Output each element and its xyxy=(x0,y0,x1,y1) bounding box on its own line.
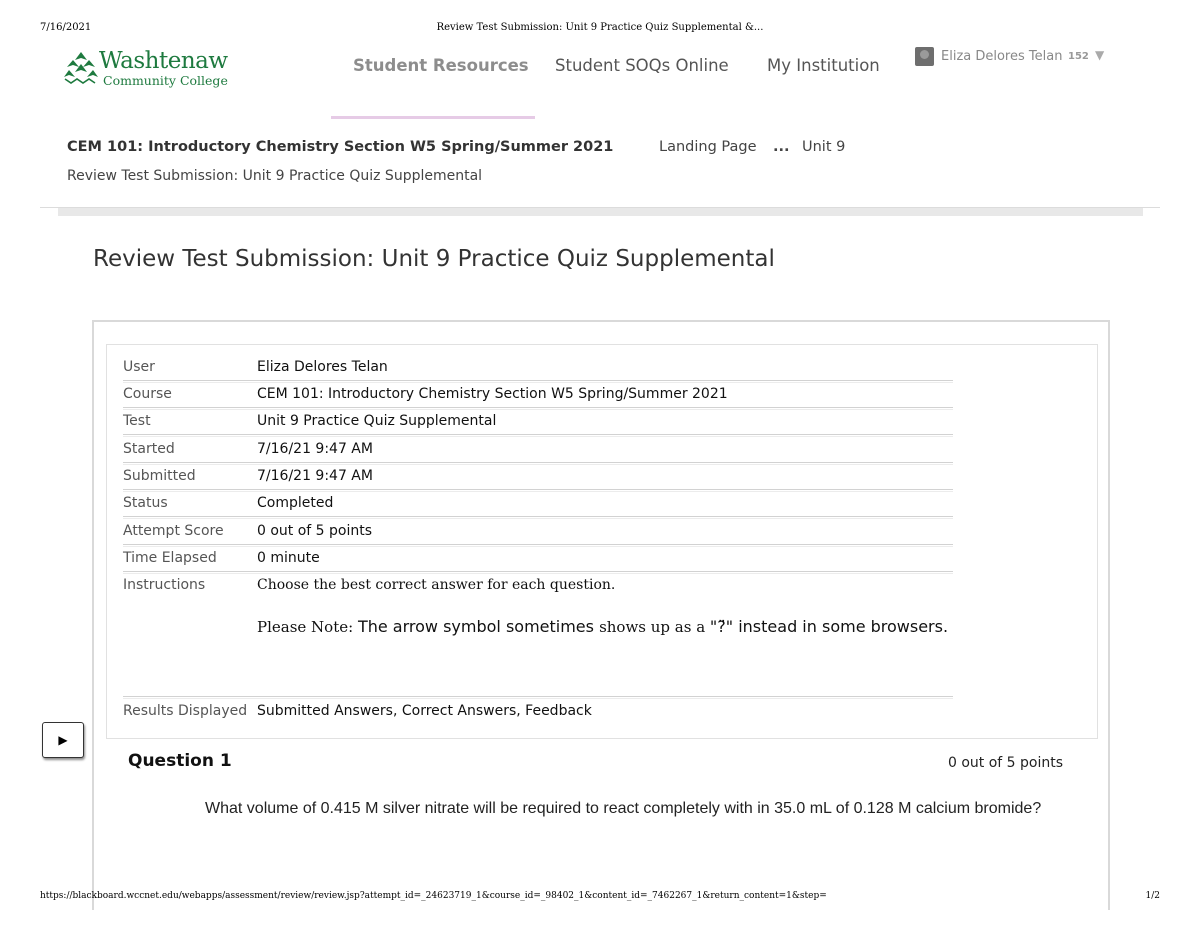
detail-value: Choose the best correct answer for each question. xyxy=(257,577,616,593)
leaf-emblem-icon xyxy=(63,50,99,86)
logo-subtitle: Community College xyxy=(103,73,228,88)
detail-label: Submitted xyxy=(123,468,196,484)
play-icon: ▶ xyxy=(58,733,68,747)
note-part-2: The arrow symbol sometimes xyxy=(357,617,600,636)
row-divider xyxy=(123,489,953,492)
row-divider xyxy=(123,696,953,699)
row-divider xyxy=(123,434,953,437)
nav-student-resources[interactable]: Student Resources xyxy=(353,56,529,75)
college-logo[interactable] xyxy=(63,50,233,92)
detail-label: Test xyxy=(123,413,151,429)
detail-label: User xyxy=(123,359,155,375)
user-name: Eliza Delores Telan xyxy=(941,49,1063,64)
question-text: What volume of 0.415 M silver nitrate will be required to react completely with in 35.0 mL of 0.128 M calcium bromide? xyxy=(205,800,1042,817)
breadcrumb-current-page: Review Test Submission: Unit 9 Practice Quiz Supplemental xyxy=(67,168,483,184)
print-footer xyxy=(40,891,1160,905)
detail-label: Attempt Score xyxy=(123,523,224,539)
row-divider xyxy=(123,380,953,383)
play-button[interactable] xyxy=(42,722,84,758)
detail-label: Time Elapsed xyxy=(123,550,217,566)
breadcrumb-unit-9[interactable]: Unit 9 xyxy=(802,139,846,155)
detail-value: 0 out of 5 points xyxy=(257,523,373,539)
row-divider xyxy=(123,571,953,574)
print-header xyxy=(40,22,1160,36)
detail-value: Unit 9 Practice Quiz Supplemental xyxy=(257,413,497,429)
active-tab-indicator xyxy=(331,116,535,119)
detail-value: Completed xyxy=(257,495,334,511)
note-part-1: Please Note: xyxy=(257,618,358,636)
detail-label: Status xyxy=(123,495,168,511)
detail-value: Eliza Delores Telan xyxy=(257,359,388,375)
page-title: Review Test Submission: Unit 9 Practice Quiz Supplemental xyxy=(93,246,775,272)
print-title: Review Test Submission: Unit 9 Practice Quiz Supplemental &... xyxy=(436,22,764,33)
detail-label: Started xyxy=(123,441,175,457)
breadcrumb-landing-page[interactable]: Landing Page xyxy=(659,139,757,155)
row-divider xyxy=(123,544,953,547)
note-part-3: shows up as a xyxy=(599,618,710,636)
row-divider xyxy=(123,407,953,410)
chevron-down-icon[interactable]: ▼ xyxy=(1095,48,1105,62)
submission-details-box xyxy=(106,344,1098,739)
breadcrumb-ellipsis[interactable]: ... xyxy=(773,139,790,155)
question-points: 0 out of 5 points xyxy=(948,755,1064,771)
detail-value: Submitted Answers, Correct Answers, Feedback xyxy=(257,703,592,719)
course-title[interactable]: CEM 101: Introductory Chemistry Section W5 Spring/Summer 2021 xyxy=(67,139,614,155)
avatar xyxy=(915,47,934,66)
detail-value: 0 minute xyxy=(257,550,320,566)
row-divider xyxy=(123,462,953,465)
row-divider xyxy=(123,516,953,519)
question-title: Question 1 xyxy=(128,751,232,771)
print-url: https://blackboard.wccnet.edu/webapps/assessment/review/review.jsp?attempt_id=_24623719_1&course_id=_98402_1&content_id=_7462267_1&return_content=1&step= xyxy=(40,891,827,901)
detail-label: Instructions xyxy=(123,577,206,593)
print-date: 7/16/2021 xyxy=(40,22,92,33)
detail-value: 7/16/21 9:47 AM xyxy=(257,441,373,457)
nav-my-institution[interactable]: My Institution xyxy=(767,56,880,75)
header-shadow-band xyxy=(58,208,1143,216)
print-page-number: 1/2 xyxy=(1145,891,1160,901)
nav-student-soqs-online[interactable]: Student SOQs Online xyxy=(555,56,729,75)
logo-name: Washtenaw xyxy=(99,48,228,74)
detail-value: CEM 101: Introductory Chemistry Section W5 Spring/Summer 2021 xyxy=(257,386,728,402)
notification-count-badge: 152 xyxy=(1068,51,1089,62)
detail-label: Course xyxy=(123,386,172,402)
instructions-note xyxy=(257,617,948,636)
detail-label: Results Displayed xyxy=(123,703,248,719)
note-part-4: "?̈" instead in some browsers. xyxy=(709,617,949,636)
detail-value: 7/16/21 9:47 AM xyxy=(257,468,373,484)
